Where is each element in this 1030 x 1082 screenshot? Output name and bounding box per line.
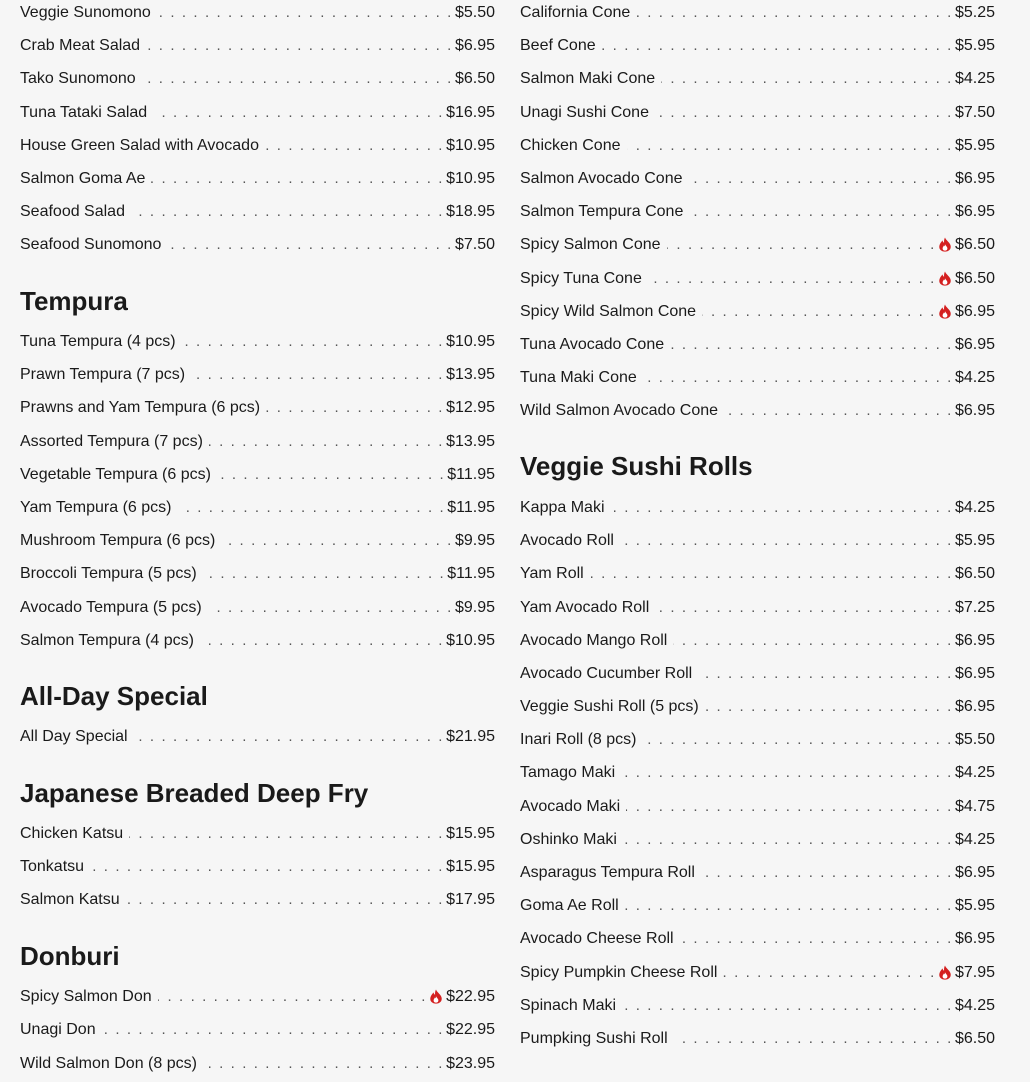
- dot-leader: [643, 361, 953, 394]
- menu-item-salmon-maki-cone: [520, 62, 995, 95]
- item-name: Salmon Tempura Cone: [520, 203, 684, 221]
- menu-item-spicy-pumpkin-cheese-roll: [520, 956, 995, 989]
- menu-item-kappa-maki: [520, 491, 995, 524]
- item-name: House Green Salad with Avocado: [20, 136, 259, 154]
- fire-icon: [937, 271, 953, 286]
- menu-item-tako-sunomono: [20, 62, 495, 95]
- dot-leader: [221, 524, 453, 557]
- dot-leader: [153, 96, 444, 129]
- dot-leader: [611, 491, 953, 524]
- item-price: $6.95: [454, 37, 495, 55]
- item-price: $6.95: [954, 930, 995, 948]
- item-name: Salmon Katsu: [20, 891, 120, 909]
- menu-item-vegetable-tempura-6-pcs: [20, 458, 495, 491]
- item-price: $13.95: [446, 366, 495, 384]
- item-name: Goma Ae Roll: [520, 897, 619, 915]
- dot-leader: [670, 328, 953, 361]
- item-price: $23.95: [446, 1054, 495, 1072]
- item-price: $22.95: [446, 1021, 495, 1039]
- menu-item-unagi-sushi-cone: [520, 96, 995, 129]
- dot-leader: [158, 980, 427, 1013]
- item-price: $10.95: [446, 333, 495, 350]
- menu-item-avocado-mango-roll: [520, 624, 995, 657]
- dot-leader: [724, 394, 953, 427]
- item-price: $18.95: [446, 203, 495, 221]
- item-name: Tuna Avocado Cone: [520, 335, 665, 353]
- item-price: $5.50: [954, 731, 995, 749]
- menu-item-asparagus-tempura-roll: [520, 856, 995, 889]
- dot-leader: [626, 790, 953, 823]
- item-name: Tuna Tataki Salad: [20, 103, 148, 121]
- menu-item-beef-cone: [520, 29, 995, 62]
- section-heading-all-day-special: All-Day Special: [20, 680, 208, 711]
- dot-leader: [625, 889, 953, 922]
- item-price: $5.95: [954, 136, 995, 154]
- menu-item-spicy-salmon-cone: [520, 228, 995, 261]
- menu-item-wild-salmon-avocado-cone: [520, 394, 995, 427]
- item-name: Yam Roll: [520, 565, 584, 583]
- menu-item-spinach-maki: [520, 989, 995, 1022]
- fire-icon: [937, 237, 953, 252]
- menu-item-chicken-katsu: [20, 817, 495, 850]
- menu-item-salmon-avocado-cone: [520, 162, 995, 195]
- item-price: $10.95: [446, 169, 495, 187]
- item-price: $6.95: [954, 698, 995, 716]
- dot-leader: [203, 1047, 444, 1080]
- item-name: Avocado Tempura (5 pcs): [20, 598, 202, 616]
- menu-item-tuna-avocado-cone: [520, 328, 995, 361]
- item-name: Spicy Pumpkin Cheese Roll: [520, 963, 718, 981]
- menu-item-broccoli-tempura-5-pcs: [20, 557, 495, 590]
- item-name: Wild Salmon Avocado Cone: [520, 402, 719, 420]
- menu-item-house-green-salad-with-avocado: [20, 129, 495, 162]
- item-name: Asparagus Tempura Roll: [520, 864, 695, 881]
- item-price: $15.95: [446, 858, 495, 876]
- menu-item-avocado-cucumber-roll: [520, 657, 995, 690]
- menu-item-veggie-sunomono: [20, 0, 495, 29]
- menu-item-veggie-sushi-roll-5-pcs: [520, 690, 995, 723]
- item-name: Veggie Sunomono: [20, 4, 151, 21]
- dot-leader: [655, 591, 953, 624]
- dot-leader: [177, 491, 445, 524]
- item-price: $6.95: [954, 203, 995, 221]
- item-name: Unagi Sushi Cone: [520, 103, 649, 121]
- item-name: Crab Meat Salad: [20, 37, 141, 55]
- dot-leader: [590, 557, 953, 590]
- menu-item-prawns-and-yam-tempura-6-pcs: [20, 391, 495, 424]
- menu-item-avocado-maki: [520, 790, 995, 823]
- item-name: Spicy Tuna Cone: [520, 269, 642, 287]
- item-name: Salmon Goma Ae: [20, 169, 146, 187]
- menu-column-left: [20, 0, 495, 1080]
- dot-leader: [622, 989, 953, 1022]
- menu-item-spicy-tuna-cone: [520, 262, 995, 295]
- dot-leader: [702, 295, 936, 328]
- item-price: $11.95: [447, 465, 495, 483]
- item-price: $4.75: [954, 797, 995, 815]
- dot-leader: [688, 162, 952, 195]
- menu-item-all-day-special: [20, 720, 495, 753]
- menu-item-goma-ae-roll: [520, 889, 995, 922]
- menu-item-spicy-salmon-don: [20, 980, 495, 1013]
- item-price: $16.95: [446, 103, 495, 121]
- fire-icon: [428, 989, 444, 1004]
- dot-leader: [680, 922, 953, 955]
- dot-leader: [131, 195, 444, 228]
- item-name: Avocado Cheese Roll: [520, 930, 674, 948]
- section-heading-japanese-breaded-deep-fry: Japanese Breaded Deep Fry: [20, 777, 369, 808]
- item-name: Wild Salmon Don (8 pcs): [20, 1054, 197, 1072]
- item-name: Beef Cone: [520, 37, 596, 55]
- item-price: $7.25: [954, 598, 995, 616]
- item-price: $6.95: [954, 302, 995, 320]
- item-name: Yam Avocado Roll: [520, 598, 650, 616]
- dot-leader: [209, 425, 444, 458]
- item-price: $4.25: [954, 830, 995, 848]
- dot-leader: [151, 162, 444, 195]
- menu-item-oshinko-maki: [520, 823, 995, 856]
- dot-leader: [142, 62, 453, 95]
- menu-item-salmon-tempura-4-pcs: [20, 624, 495, 657]
- dot-leader: [602, 29, 953, 62]
- item-price: $5.50: [454, 4, 495, 21]
- item-name: Tonkatsu: [20, 858, 85, 876]
- item-price: $21.95: [446, 728, 495, 746]
- item-name: Chicken Katsu: [20, 825, 124, 843]
- dot-leader: [673, 624, 953, 657]
- item-name: Salmon Tempura (4 pcs): [20, 631, 194, 649]
- dot-leader: [167, 228, 453, 261]
- item-name: Veggie Sushi Roll (5 pcs): [520, 698, 699, 716]
- menu-item-california-cone: [520, 0, 995, 29]
- dot-leader: [266, 391, 444, 424]
- item-price: $4.25: [954, 369, 995, 387]
- dot-leader: [129, 817, 444, 850]
- dot-leader: [627, 129, 953, 162]
- menu-item-salmon-katsu: [20, 883, 495, 916]
- item-name: Prawn Tempura (7 pcs): [20, 366, 186, 384]
- menu-item-avocado-roll: [520, 524, 995, 557]
- item-name: Avocado Mango Roll: [520, 631, 668, 649]
- item-name: Pumpking Sushi Roll: [520, 1029, 668, 1047]
- dot-leader: [620, 524, 953, 557]
- item-price: $5.95: [954, 37, 995, 55]
- item-name: Spicy Salmon Don: [20, 988, 152, 1006]
- item-name: Oshinko Maki: [520, 830, 617, 848]
- item-price: $6.95: [954, 169, 995, 187]
- section-heading-donburi: Donburi: [20, 940, 120, 971]
- item-name: Salmon Maki Cone: [520, 70, 656, 88]
- dot-leader: [705, 690, 953, 723]
- menu-item-yam-avocado-roll: [520, 591, 995, 624]
- item-price: $11.95: [447, 498, 495, 516]
- menu-item-tamago-maki: [520, 756, 995, 789]
- dot-leader: [623, 823, 953, 856]
- item-name: Prawns and Yam Tempura (6 pcs): [20, 399, 261, 417]
- item-name: Inari Roll (8 pcs): [520, 731, 637, 749]
- menu-item-prawn-tempura-7-pcs: [20, 358, 495, 391]
- item-name: Avocado Roll: [520, 532, 614, 550]
- item-price: $6.95: [954, 335, 995, 353]
- item-price: $6.50: [954, 269, 995, 287]
- item-price: $10.95: [446, 136, 495, 154]
- dot-leader: [621, 756, 953, 789]
- item-price: $6.50: [954, 565, 995, 583]
- item-price: $5.95: [954, 532, 995, 550]
- item-name: Unagi Don: [20, 1021, 96, 1039]
- dot-leader: [636, 0, 953, 29]
- dot-leader: [208, 591, 453, 624]
- item-name: Salmon Avocado Cone: [520, 169, 683, 187]
- item-name: Mushroom Tempura (6 pcs): [20, 532, 216, 550]
- dot-leader: [661, 62, 953, 95]
- dot-leader: [698, 657, 953, 690]
- menu-item-tuna-tempura-4-pcs: [20, 325, 495, 358]
- section-heading-tempura: Tempura: [20, 285, 128, 316]
- item-name: Tamago Maki: [520, 764, 616, 782]
- fire-icon: [937, 304, 953, 319]
- item-price: $7.95: [954, 963, 995, 981]
- menu-item-tonkatsu: [20, 850, 495, 883]
- item-price: $4.25: [954, 498, 995, 516]
- dot-leader: [701, 856, 953, 889]
- menu-item-avocado-cheese-roll: [520, 922, 995, 955]
- item-name: Avocado Maki: [520, 797, 621, 815]
- item-price: $7.50: [454, 236, 495, 254]
- menu-column-right: [520, 0, 995, 1055]
- item-price: $6.95: [954, 864, 995, 881]
- dot-leader: [674, 1022, 953, 1055]
- dot-leader: [265, 129, 444, 162]
- dot-leader: [146, 29, 453, 62]
- item-name: Spicy Salmon Cone: [520, 236, 661, 254]
- item-price: $6.50: [954, 236, 995, 254]
- item-name: Kappa Maki: [520, 498, 605, 516]
- item-price: $6.50: [954, 1029, 995, 1047]
- menu-item-avocado-tempura-5-pcs: [20, 591, 495, 624]
- item-name: Assorted Tempura (7 pcs): [20, 432, 203, 450]
- item-name: Spinach Maki: [520, 996, 617, 1014]
- dot-leader: [642, 723, 952, 756]
- item-price: $10.95: [446, 631, 495, 649]
- menu-item-inari-roll-8-pcs: [520, 723, 995, 756]
- item-price: $4.25: [954, 70, 995, 88]
- item-price: $4.25: [954, 996, 995, 1014]
- item-name: Tako Sunomono: [20, 70, 136, 88]
- dot-leader: [723, 956, 936, 989]
- item-price: $7.50: [954, 103, 995, 121]
- item-name: Vegetable Tempura (6 pcs): [20, 465, 211, 483]
- item-price: $12.95: [446, 399, 495, 417]
- dot-leader: [90, 850, 444, 883]
- item-price: $17.95: [446, 891, 495, 909]
- menu-item-tuna-tataki-salad: [20, 96, 495, 129]
- menu-item-yam-tempura-6-pcs: [20, 491, 495, 524]
- dot-leader: [200, 624, 444, 657]
- menu-item-salmon-tempura-cone: [520, 195, 995, 228]
- item-price: $5.95: [954, 897, 995, 915]
- dot-leader: [134, 720, 444, 753]
- menu-item-chicken-cone: [520, 129, 995, 162]
- dot-leader: [102, 1013, 444, 1046]
- item-name: Tuna Tempura (4 pcs): [20, 333, 176, 350]
- menu-item-pumpking-sushi-roll: [520, 1022, 995, 1055]
- item-price: $6.95: [954, 631, 995, 649]
- item-price: $6.95: [954, 402, 995, 420]
- item-price: $11.95: [447, 565, 495, 583]
- menu-item-seafood-sunomono: [20, 228, 495, 261]
- item-price: $9.95: [454, 598, 495, 616]
- item-name: Seafood Sunomono: [20, 236, 162, 254]
- item-price: $4.25: [954, 764, 995, 782]
- item-price: $5.25: [954, 4, 995, 21]
- dot-leader: [126, 883, 444, 916]
- dot-leader: [182, 325, 444, 358]
- dot-leader: [203, 557, 446, 590]
- menu-item-tuna-maki-cone: [520, 361, 995, 394]
- menu-item-spicy-wild-salmon-cone: [520, 295, 995, 328]
- menu-item-unagi-don: [20, 1013, 495, 1046]
- item-name: Tuna Maki Cone: [520, 369, 637, 387]
- item-name: Spicy Wild Salmon Cone: [520, 302, 697, 320]
- item-price: $6.50: [454, 70, 495, 88]
- menu-item-yam-roll: [520, 557, 995, 590]
- item-name: All Day Special: [20, 728, 128, 746]
- menu-item-wild-salmon-don-8-pcs: [20, 1047, 495, 1080]
- item-name: California Cone: [520, 4, 631, 21]
- menu-item-crab-meat-salad: [20, 29, 495, 62]
- dot-leader: [667, 228, 936, 261]
- item-name: Seafood Salad: [20, 203, 125, 221]
- menu-item-assorted-tempura-7-pcs: [20, 425, 495, 458]
- item-price: $15.95: [446, 825, 495, 843]
- item-name: Broccoli Tempura (5 pcs): [20, 565, 197, 583]
- item-name: Chicken Cone: [520, 136, 621, 154]
- dot-leader: [217, 458, 445, 491]
- dot-leader: [648, 262, 936, 295]
- item-price: $6.95: [954, 664, 995, 682]
- item-price: $9.95: [454, 532, 495, 550]
- dot-leader: [655, 96, 953, 129]
- item-price: $22.95: [446, 988, 495, 1006]
- dot-leader: [689, 195, 953, 228]
- section-heading-veggie-sushi-rolls: Veggie Sushi Rolls: [520, 451, 753, 482]
- item-name: Avocado Cucumber Roll: [520, 664, 693, 682]
- item-price: $13.95: [446, 432, 495, 450]
- menu-item-seafood-salad: [20, 195, 495, 228]
- item-name: Yam Tempura (6 pcs): [20, 498, 172, 516]
- menu-item-salmon-goma-ae: [20, 162, 495, 195]
- dot-leader: [157, 0, 453, 29]
- menu-item-mushroom-tempura-6-pcs: [20, 524, 495, 557]
- dot-leader: [191, 358, 444, 391]
- fire-icon: [937, 965, 953, 980]
